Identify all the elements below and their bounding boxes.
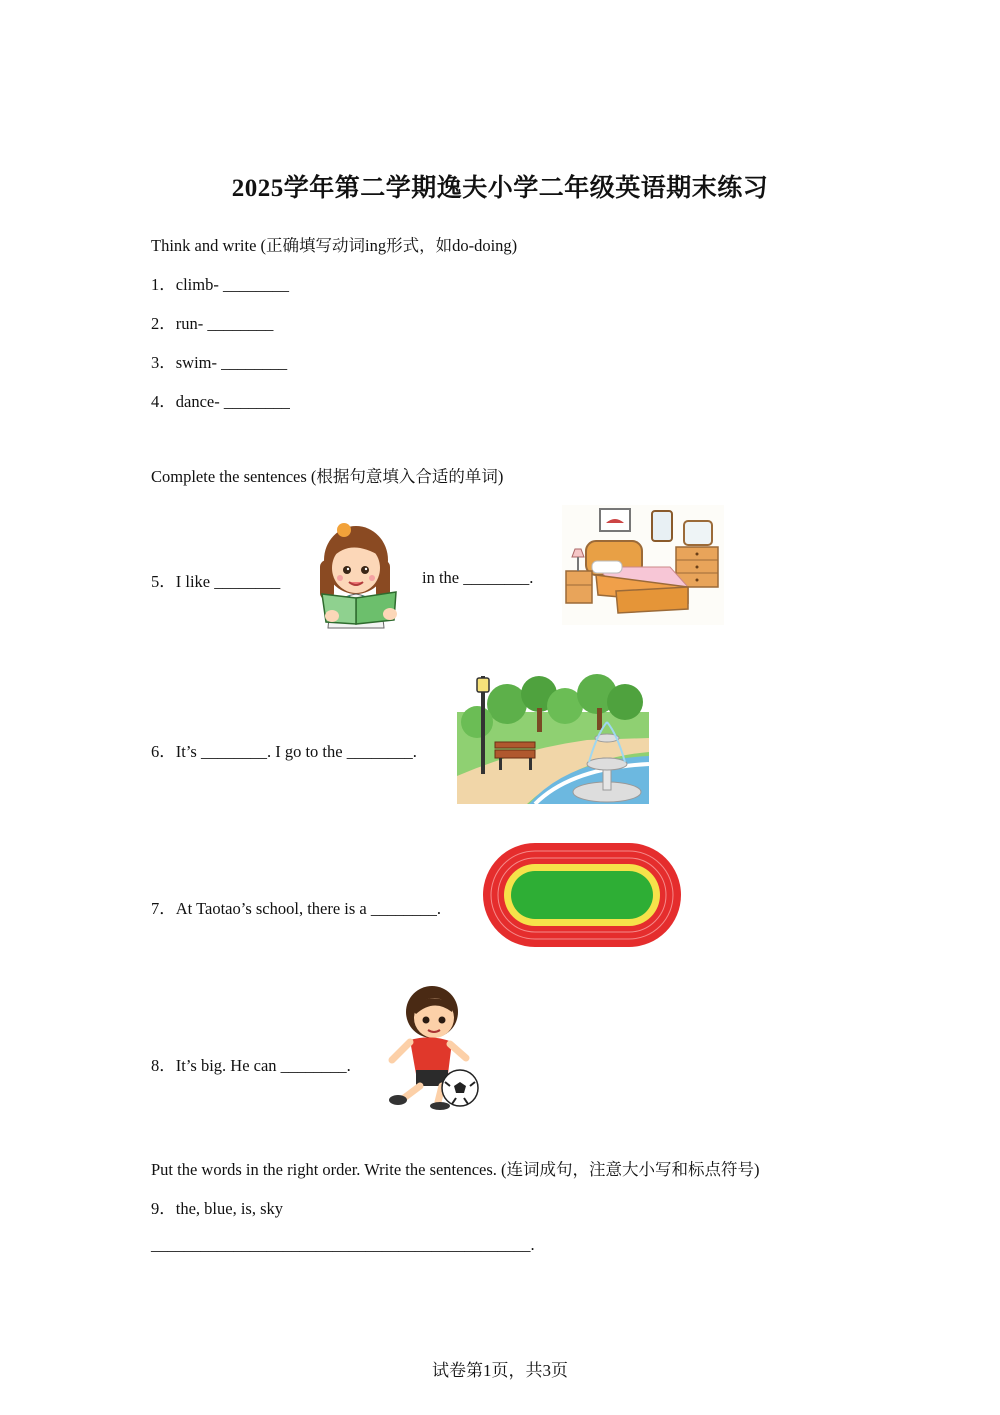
question-2	[151, 310, 273, 334]
question-7	[151, 895, 441, 919]
question-number: 7．	[151, 899, 176, 918]
running-track-image	[482, 842, 682, 948]
question-9	[151, 1195, 283, 1219]
section2-heading: Complete the sentences (根据句意填入合适的单词)	[151, 467, 504, 486]
question-number: 5．	[151, 572, 176, 591]
question-text: It’s big. He can ________.	[175, 1056, 351, 1075]
question-6	[151, 738, 417, 762]
question-text: I like ________	[175, 572, 281, 591]
question-8	[151, 1052, 351, 1076]
question-number: 9．	[151, 1199, 176, 1218]
question-text: climb- ________	[175, 275, 289, 294]
girl-reading-image	[310, 520, 402, 628]
question-text: run- ________	[175, 314, 274, 333]
question-text: swim- ________	[175, 353, 288, 372]
section3-heading: Put the words in the right order. Write the sentences. (连词成句，注意大小写和标点符号)	[151, 1160, 760, 1179]
question-text: It’s ________. I go to the ________.	[175, 742, 417, 761]
question-text: the, blue, is, sky	[175, 1199, 283, 1218]
question-number: 1．	[151, 275, 176, 294]
page-title: 2025学年第二学期逸夫小学二年级英语期末练习	[231, 175, 769, 202]
question-1	[151, 271, 289, 295]
question-number: 6．	[151, 742, 176, 761]
question-text: dance- ________	[175, 392, 290, 411]
question-5-part1	[151, 568, 280, 592]
question-number: 3．	[151, 353, 176, 372]
question-5-part2: in the ________.	[422, 568, 534, 587]
boy-football-image	[382, 982, 482, 1110]
park-image	[457, 672, 649, 804]
page-footer: 试卷第1页，共3页	[432, 1361, 568, 1380]
question-number: 8．	[151, 1056, 176, 1075]
question-number: 2．	[151, 314, 176, 333]
section1-heading: Think and write (正确填写动词ing形式，如do-doing)	[151, 236, 518, 255]
bedroom-image	[562, 505, 724, 625]
question-3	[151, 349, 287, 373]
answer-line: ______________________________________________.	[151, 1235, 535, 1254]
question-4	[151, 388, 290, 412]
question-text: At Taotao’s school, there is a ________.	[175, 899, 441, 918]
question-number: 4．	[151, 392, 176, 411]
